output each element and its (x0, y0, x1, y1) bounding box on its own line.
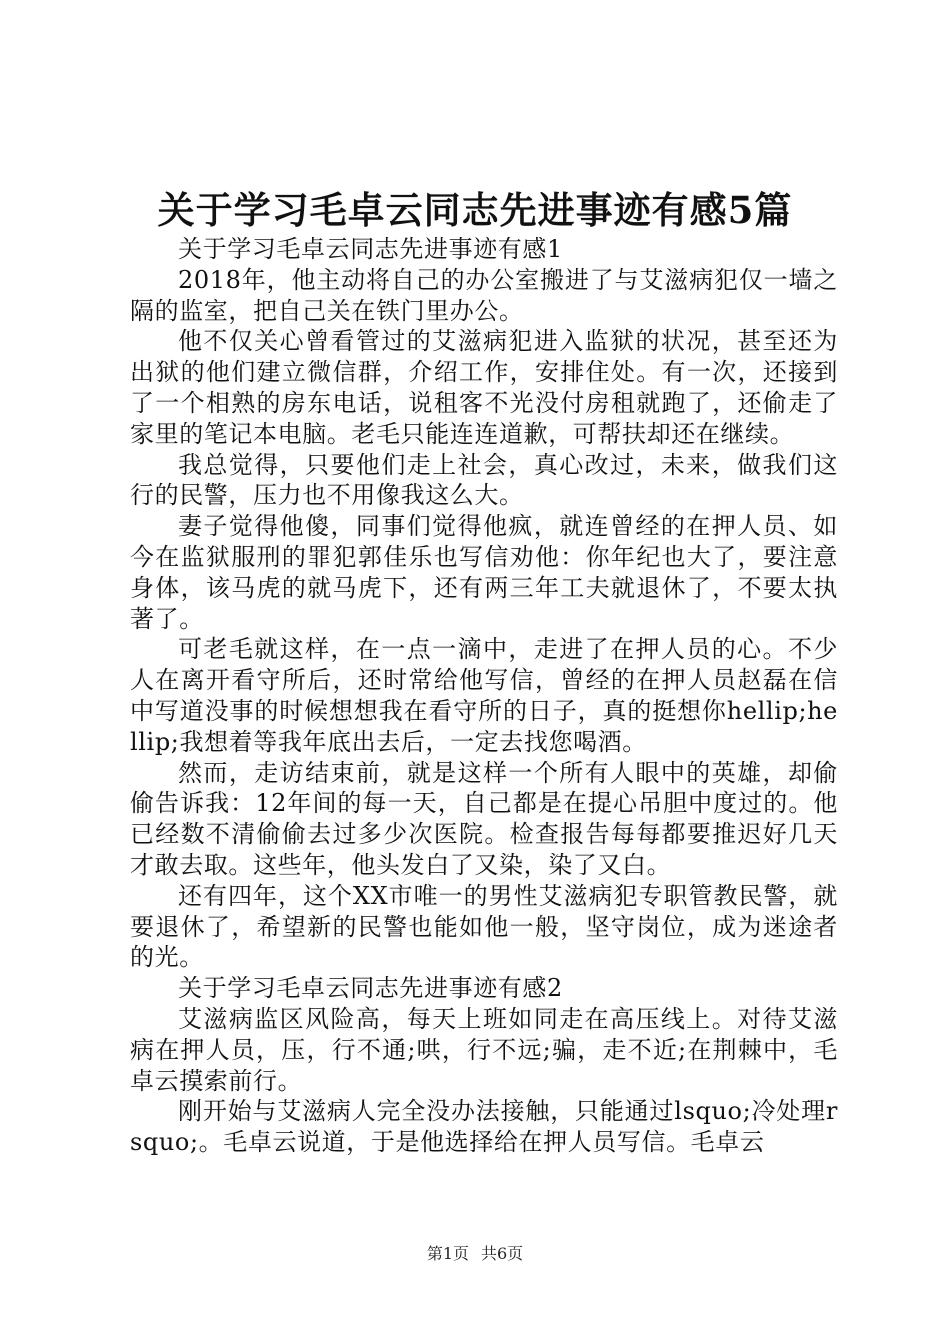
paragraph: 刚开始与艾滋病人完全没办法接触，只能通过lsquo;冷处理rsquo;。毛卓云说道，于是他选择给在押人员写信。毛卓云 (130, 1097, 838, 1157)
paragraph: 然而，走访结束前，就是这样一个所有人眼中的英雄，却偷偷告诉我：12年间的每一天，自己都是在提心吊胆中度过的。他已经数不清偷偷去过多少次医院。检查报告每每都要推迟好几天才敢去取。这些年，他头发白了又染，染了又白。 (130, 758, 838, 879)
page-footer (0, 1243, 950, 1265)
paragraph: 他不仅关心曾看管过的艾滋病犯进入监狱的状况，甚至还为出狱的他们建立微信群，介绍工作，安排住处。有一次，还接到了一个相熟的房东电话，说租客不光没付房租就跑了，还偷走了家里的笔记本电脑。老毛只能连连道歉，可帮扶却还在继续。 (130, 327, 838, 448)
page-total: 共6页 (481, 1244, 524, 1263)
paragraph: 妻子觉得他傻，同事们觉得他疯，就连曾经的在押人员、如今在监狱服刑的罪犯郭佳乐也写信劝他：你年纪也大了，要注意身体，该马虎的就马虎下，还有两三年工夫就退休了，不要太执著了。 (130, 512, 838, 633)
paragraph: 我总觉得，只要他们走上社会，真心改过，未来，做我们这行的民警，压力也不用像我这么大。 (130, 450, 838, 510)
document-title: 关于学习毛卓云同志先进事迹有感5篇 (157, 188, 793, 232)
paragraph: 2018年，他主动将自己的办公室搬进了与艾滋病犯仅一墙之隔的监室，把自己关在铁门里办公。 (130, 265, 838, 325)
page-number: 第1页 (426, 1244, 469, 1263)
section-heading: 关于学习毛卓云同志先进事迹有感1 (178, 235, 563, 263)
paragraph: 还有四年，这个XX市唯一的男性艾滋病犯专职管教民警，就要退休了，希望新的民警也能如他一般，坚守岗位，成为迷途者的光。 (130, 881, 838, 972)
section-heading: 关于学习毛卓云同志先进事迹有感2 (178, 974, 563, 1003)
document-body (130, 234, 838, 1158)
paragraph: 可老毛就这样，在一点一滴中，走进了在押人员的心。不少人在离开看守所后，还时常给他写信，曾经的在押人员赵磊在信中写道没事的时候想想我在看守所的日子，真的挺想你hellip;hellip;我想着等我年底出去后，一定去找您喝酒。 (130, 635, 838, 756)
paragraph: 艾滋病监区风险高，每天上班如同走在高压线上。对待艾滋病在押人员，压，行不通;哄，行不远;骗，走不近;在荆棘中，毛卓云摸索前行。 (130, 1004, 838, 1095)
